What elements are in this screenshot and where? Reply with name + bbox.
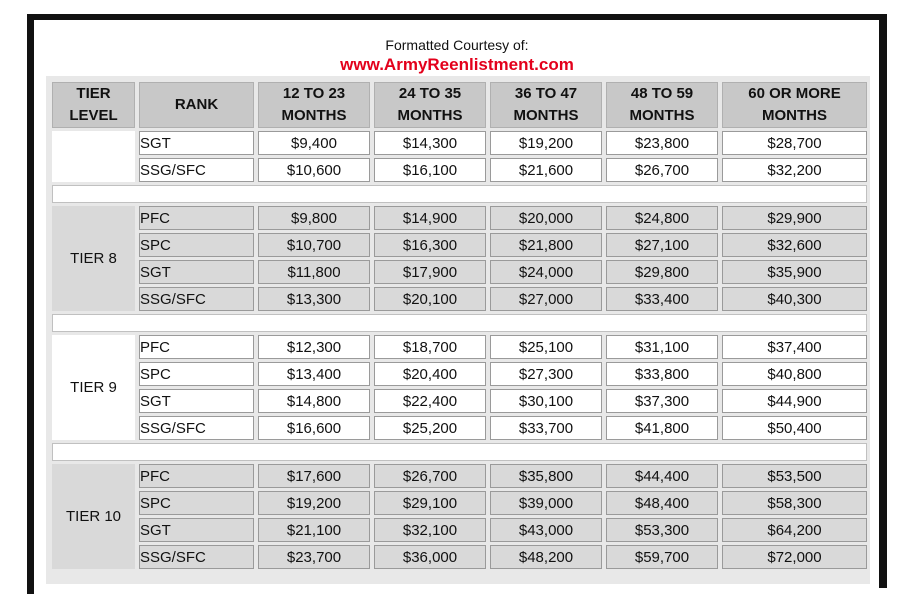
bonus-amount-cell: $16,100 xyxy=(374,158,486,182)
table-row xyxy=(52,335,867,359)
col-header-24-35 xyxy=(374,82,486,128)
bonus-amount-cell: $58,300 xyxy=(722,491,867,515)
bonus-amount-cell: $19,200 xyxy=(490,131,602,155)
bonus-amount-cell: $20,400 xyxy=(374,362,486,386)
bonus-amount-cell: $22,400 xyxy=(374,389,486,413)
bonus-amount-cell: $37,300 xyxy=(606,389,718,413)
rank-cell: PFC xyxy=(139,335,254,359)
table-row xyxy=(52,416,867,440)
col-header-48-59 xyxy=(606,82,718,128)
credit-line: Formatted Courtesy of: xyxy=(385,37,529,53)
bonus-amount-cell: $27,300 xyxy=(490,362,602,386)
bonus-amount-cell: $11,800 xyxy=(258,260,370,284)
bonus-amount-cell: $14,900 xyxy=(374,206,486,230)
rank-cell: SGT xyxy=(139,131,254,155)
bonus-amount-cell: $50,400 xyxy=(722,416,867,440)
bonus-amount-cell: $17,900 xyxy=(374,260,486,284)
rank-cell: SSG/SFC xyxy=(139,287,254,311)
bonus-amount-cell: $36,000 xyxy=(374,545,486,569)
bonus-amount-cell: $27,000 xyxy=(490,287,602,311)
bonus-amount-cell: $28,700 xyxy=(722,131,867,155)
bonus-amount-cell: $31,100 xyxy=(606,335,718,359)
tier-label: TIER 9 xyxy=(52,335,135,440)
bonus-amount-cell: $29,900 xyxy=(722,206,867,230)
bonus-amount-cell: $26,700 xyxy=(374,464,486,488)
bonus-amount-cell: $9,400 xyxy=(258,131,370,155)
table-row xyxy=(52,362,867,386)
tier-label: TIER 10 xyxy=(52,464,135,569)
bonus-amount-cell: $14,300 xyxy=(374,131,486,155)
col-header-line: LEVEL xyxy=(69,107,118,124)
bonus-amount-cell: $33,400 xyxy=(606,287,718,311)
bonus-amount-cell: $14,800 xyxy=(258,389,370,413)
bonus-amount-cell: $20,100 xyxy=(374,287,486,311)
bonus-amount-cell: $24,000 xyxy=(490,260,602,284)
bonus-amount-cell: $32,600 xyxy=(722,233,867,257)
col-header-line: 48 TO 59 xyxy=(630,85,694,102)
table-row xyxy=(52,518,867,542)
bonus-amount-cell: $59,700 xyxy=(606,545,718,569)
table-row xyxy=(52,545,867,569)
bonus-amount-cell: $29,100 xyxy=(374,491,486,515)
rank-cell: SPC xyxy=(139,491,254,515)
bonus-amount-cell: $39,000 xyxy=(490,491,602,515)
site-link[interactable]: www.ArmyReenlistment.com xyxy=(340,55,574,74)
bonus-amount-cell: $44,900 xyxy=(722,389,867,413)
bonus-amount-cell: $12,300 xyxy=(258,335,370,359)
bonus-amount-cell: $25,100 xyxy=(490,335,602,359)
bonus-amount-cell: $19,200 xyxy=(258,491,370,515)
bonus-amount-cell: $20,000 xyxy=(490,206,602,230)
bonus-amount-cell: $21,800 xyxy=(490,233,602,257)
bonus-amount-cell: $32,100 xyxy=(374,518,486,542)
spacer-row xyxy=(52,443,867,461)
bonus-amount-cell: $18,700 xyxy=(374,335,486,359)
page-border-left xyxy=(27,14,34,594)
spacer-cell xyxy=(52,185,867,203)
bonus-table xyxy=(48,79,871,572)
bonus-amount-cell: $24,800 xyxy=(606,206,718,230)
bonus-amount-cell: $26,700 xyxy=(606,158,718,182)
rank-cell: SGT xyxy=(139,518,254,542)
bonus-amount-cell: $48,200 xyxy=(490,545,602,569)
bonus-amount-cell: $29,800 xyxy=(606,260,718,284)
bonus-amount-cell: $53,300 xyxy=(606,518,718,542)
bonus-amount-cell: $41,800 xyxy=(606,416,718,440)
bonus-amount-cell: $30,100 xyxy=(490,389,602,413)
bonus-amount-cell: $44,400 xyxy=(606,464,718,488)
rank-cell: PFC xyxy=(139,206,254,230)
bonus-amount-cell: $35,800 xyxy=(490,464,602,488)
bonus-amount-cell: $64,200 xyxy=(722,518,867,542)
rank-cell: SSG/SFC xyxy=(139,416,254,440)
col-header-12-23 xyxy=(258,82,370,128)
bonus-amount-cell: $21,100 xyxy=(258,518,370,542)
col-header-rank xyxy=(139,82,254,128)
bonus-amount-cell: $25,200 xyxy=(374,416,486,440)
table-body xyxy=(52,131,867,569)
col-header-line: 24 TO 35 xyxy=(398,85,462,102)
bonus-amount-cell: $9,800 xyxy=(258,206,370,230)
col-header-60-plus xyxy=(722,82,867,128)
col-header-line: 12 TO 23 xyxy=(282,85,346,102)
bonus-amount-cell: $23,700 xyxy=(258,545,370,569)
bonus-amount-cell: $13,400 xyxy=(258,362,370,386)
bonus-amount-cell: $23,800 xyxy=(606,131,718,155)
bonus-amount-cell: $40,300 xyxy=(722,287,867,311)
spacer-cell xyxy=(52,443,867,461)
col-header-line: MONTHS xyxy=(762,107,827,124)
rank-cell: SPC xyxy=(139,233,254,257)
col-header-line: TIER xyxy=(76,85,111,102)
page-border-top xyxy=(27,14,887,20)
rank-cell: PFC xyxy=(139,464,254,488)
rank-cell: SGT xyxy=(139,389,254,413)
table-row xyxy=(52,287,867,311)
table-row xyxy=(52,206,867,230)
rank-cell: SPC xyxy=(139,362,254,386)
col-header-line: RANK xyxy=(174,96,219,113)
table-row xyxy=(52,131,867,155)
col-header-line: MONTHS xyxy=(397,107,463,124)
bonus-amount-cell: $10,700 xyxy=(258,233,370,257)
spacer-row xyxy=(52,185,867,203)
bonus-amount-cell: $32,200 xyxy=(722,158,867,182)
bonus-amount-cell: $33,700 xyxy=(490,416,602,440)
bonus-amount-cell: $72,000 xyxy=(722,545,867,569)
col-header-line: 60 OR MORE xyxy=(748,85,841,102)
rank-cell: SSG/SFC xyxy=(139,158,254,182)
spacer-row xyxy=(52,314,867,332)
page-border-right xyxy=(879,18,887,588)
bonus-amount-cell: $16,600 xyxy=(258,416,370,440)
bonus-amount-cell: $27,100 xyxy=(606,233,718,257)
rank-cell: SGT xyxy=(139,260,254,284)
bonus-amount-cell: $53,500 xyxy=(722,464,867,488)
bonus-amount-cell: $37,400 xyxy=(722,335,867,359)
bonus-amount-cell: $13,300 xyxy=(258,287,370,311)
bonus-amount-cell: $43,000 xyxy=(490,518,602,542)
table-row xyxy=(52,464,867,488)
bonus-amount-cell: $16,300 xyxy=(374,233,486,257)
bonus-amount-cell: $33,800 xyxy=(606,362,718,386)
rank-cell: SSG/SFC xyxy=(139,545,254,569)
col-header-36-47 xyxy=(490,82,602,128)
bonus-amount-cell: $48,400 xyxy=(606,491,718,515)
bonus-amount-cell: $10,600 xyxy=(258,158,370,182)
bonus-amount-cell: $40,800 xyxy=(722,362,867,386)
table-row xyxy=(52,389,867,413)
col-header-line: 36 TO 47 xyxy=(514,85,578,102)
bonus-amount-cell: $17,600 xyxy=(258,464,370,488)
col-header-line: MONTHS xyxy=(629,107,695,124)
spacer-cell xyxy=(52,314,867,332)
bonus-amount-cell: $21,600 xyxy=(490,158,602,182)
table-row xyxy=(52,233,867,257)
col-header-line: MONTHS xyxy=(513,107,579,124)
bonus-amount-cell: $35,900 xyxy=(722,260,867,284)
col-header-line: MONTHS xyxy=(281,107,347,124)
table-row xyxy=(52,491,867,515)
header-row xyxy=(52,82,867,128)
tier-label: TIER 8 xyxy=(52,206,135,311)
table-row xyxy=(52,158,867,182)
table-row xyxy=(52,260,867,284)
col-header-tier-level xyxy=(52,82,135,128)
tier-label xyxy=(52,131,135,182)
